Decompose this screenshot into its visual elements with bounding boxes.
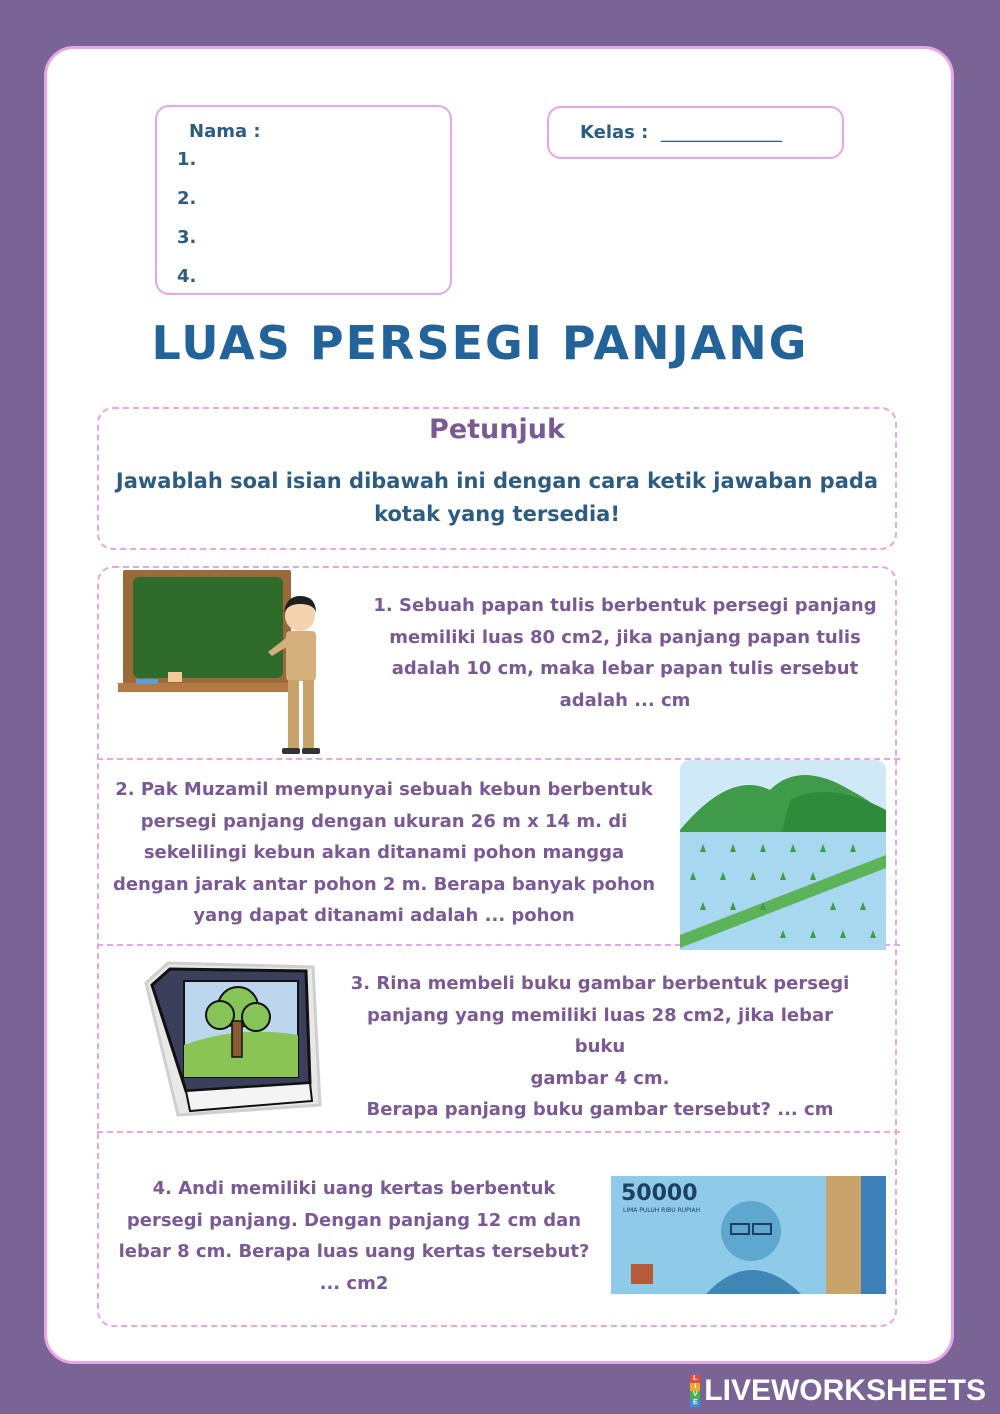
question-2 xyxy=(104,774,664,932)
rice-field-icon xyxy=(680,760,886,950)
logo-letter-e: E xyxy=(690,1399,700,1407)
instructions-heading: Petunjuk xyxy=(429,414,565,445)
question-3-line-2: panjang yang memiliki luas 28 cm2, jika lebar buku xyxy=(366,1004,834,1057)
question-1-line-4: adalah ... cm xyxy=(559,689,691,711)
question-1 xyxy=(360,590,890,716)
instructions-line-1: Jawablah soal isian dibawah ini dengan cara ketik jawaban pada xyxy=(115,469,879,493)
nama-number-1: 1. xyxy=(177,149,197,170)
question-3-line-4: Berapa panjang buku gambar tersebut? ... cm xyxy=(366,1099,834,1120)
question-3-line-1: 3. Rina membeli buku gambar berbentuk persegi xyxy=(350,973,850,994)
question-4 xyxy=(104,1173,604,1299)
logo-letter-i: I xyxy=(690,1383,700,1391)
divider-3 xyxy=(97,1131,900,1133)
brand-name: LIVEWORKSHEETS xyxy=(704,1374,986,1407)
name-box xyxy=(155,105,452,295)
logo-letter-v: V xyxy=(690,1391,700,1399)
liveworksheets-logo xyxy=(690,1374,986,1408)
question-4-line-4: ... cm2 xyxy=(319,1272,389,1294)
kelas-label: Kelas : xyxy=(580,122,649,143)
question-3-line-3: gambar 4 cm. xyxy=(530,1067,670,1089)
banknote-words: LIMA PULUH RIBU RUPIAH xyxy=(623,1207,701,1214)
banknote-value: 50000 xyxy=(621,1181,698,1206)
question-2-line-2: persegi panjang dengan ukuran 26 m x 14 m. di xyxy=(140,810,628,832)
kelas-box xyxy=(547,106,844,159)
nama-label: Nama : xyxy=(189,121,261,142)
nama-number-4: 4. xyxy=(177,266,197,287)
question-1-line-1: 1. Sebuah papan tulis berbentuk persegi panjang xyxy=(373,595,877,616)
question-2-line-3: sekelilingi kebun akan ditanami pohon mangga xyxy=(143,842,625,863)
page-title: LUAS PERSEGI PANJANG xyxy=(151,316,809,370)
instructions-line-2: kotak yang tersedia! xyxy=(374,502,620,526)
instructions-box xyxy=(97,407,897,550)
banknote-icon xyxy=(611,1176,886,1294)
live-logo-icon xyxy=(690,1375,700,1407)
question-1-line-3: adalah 10 cm, maka lebar papan tulis ersebut xyxy=(391,658,859,679)
question-2-line-1: 2. Pak Muzamil mempunyai sebuah kebun berbentuk xyxy=(115,779,653,800)
question-4-line-3: lebar 8 cm. Berapa luas uang kertas tersebut? xyxy=(118,1241,590,1262)
question-1-line-2: memiliki luas 80 cm2, jika panjang papan tulis xyxy=(389,626,861,648)
question-2-line-5: yang dapat ditanami adalah ... pohon xyxy=(193,905,575,926)
picture-book-icon xyxy=(138,955,328,1125)
kelas-blank: _______________ xyxy=(661,122,781,143)
logo-letter-l: L xyxy=(690,1375,700,1383)
nama-number-3: 3. xyxy=(177,227,197,248)
question-4-line-2: persegi panjang. Dengan panjang 12 cm dan xyxy=(126,1209,582,1231)
question-4-line-1: 4. Andi memiliki uang kertas berbentuk xyxy=(152,1178,556,1199)
teacher-blackboard-icon xyxy=(118,568,328,760)
nama-number-2: 2. xyxy=(177,188,197,209)
question-2-line-4: dengan jarak antar pohon 2 m. Berapa banyak pohon xyxy=(112,873,656,895)
question-3 xyxy=(340,968,860,1126)
